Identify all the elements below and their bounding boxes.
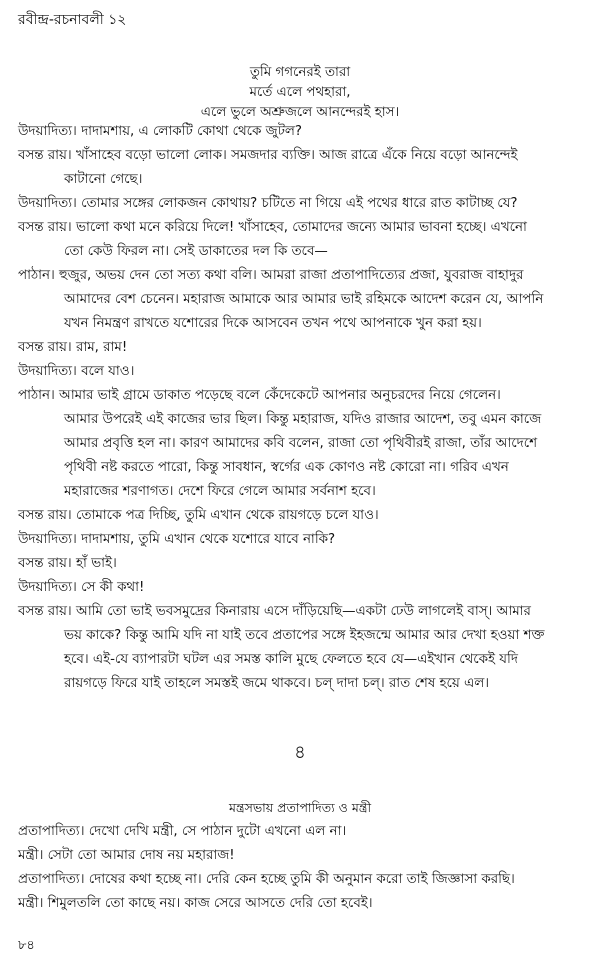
dialogue-line: উদয়াদিত্য। দাদামশায়, তুমি এখান থেকে যশোরে যাবে নাকি? [18, 532, 336, 547]
dialogue-line: রায়গড়ে ফিরে যাই তাহলে সমস্তই জমে থাকবে। চল্‌ দাদা চল্‌। রাত শেষ হয়ে এল। [64, 676, 489, 691]
dialogue-line: মন্ত্রী। সেটা তো আমার দোষ নয় মহারাজ! [18, 848, 235, 863]
dialogue-line: মহারাজের শরণাগত। দেশে ফিরে গেলে আমার সর্বনাশ হবে। [64, 484, 376, 499]
dialogue-line: পৃথিবী নষ্ট করতে পারো, কিন্তু সাবধান, স্বর্গের এক কোণও নষ্ট কোরো না। গরিব এখন [64, 460, 509, 475]
running-head: রবীন্দ্র-রচনাবলী ১২ [18, 12, 127, 28]
dialogue-line: বসন্ত রায়। আমি তো ভাই ভবসমুদ্রের কিনারায় এসে দাঁড়িয়েছি—একটা ঢেউ লাগলেই বাস্‌। আমার [18, 604, 531, 619]
dialogue-line: প্রতাপাদিত্য। দেখো দেখি মন্ত্রী, সে পাঠান দুটো এখনো এল না। [18, 824, 347, 839]
verse-line: তুমি গগনেরই তারা [249, 65, 351, 80]
verse-line: মর্তে এলে পথহারা, [249, 85, 351, 100]
dialogue-line: উদয়াদিত্য। বলে যাও। [18, 364, 135, 379]
dialogue-line: হবে। এই-যে ব্যাপারটা ঘটল এর সমস্ত কালি মুছে ফেলতে হবে যে—এইখান থেকেই যদি [64, 652, 518, 667]
scene-heading: মন্ত্রসভায় প্রতাপাদিত্য ও মন্ত্রী [228, 800, 372, 815]
dialogue-line: উদয়াদিত্য। তোমার সঙ্গের লোকজন কোথায়? চটিতে না গিয়ে এই পথের ধারে রাত কাটাচ্ছ যে? [18, 196, 518, 211]
dialogue-line: তো কেউ ফিরল না। সেই ডাকাতের দল কি তবে— [64, 244, 328, 259]
verse-line: এলে ভুলে অশ্রুজলে আনন্দেরই হাস। [200, 105, 400, 120]
dialogue-line: পাঠান। হুজুর, অভয় দেন তো সত্য কথা বলি। আমরা রাজা প্রতাপাদিত্যের প্রজা, যুবরাজ বাহাদুর [18, 268, 524, 283]
dialogue-line: বসন্ত রায়। রাম, রাম! [18, 340, 128, 355]
dialogue-line: বসন্ত রায়। তোমাকে পত্র দিচ্ছি, তুমি এখান থেকে রায়গড়ে চলে যাও। [18, 508, 379, 523]
dialogue-line: মন্ত্রী। শিমুলতলি তো কাছে নয়। কাজ সেরে আসতে দেরি তো হবেই। [18, 896, 373, 911]
section-number: ৪ [294, 742, 306, 763]
page-number: ৮৪ [18, 938, 35, 953]
dialogue-line: প্রতাপাদিত্য। দোষের কথা হচ্ছে না। দেরি কেন হচ্ছে তুমি কী অনুমান করো তাই জিজ্ঞাসা করছি। [18, 872, 515, 887]
dialogue-line: আমাদের বেশ চেনেন। মহারাজ আমাকে আর আমার ভাই রহিমকে আদেশ করেন যে, আপনি [64, 292, 544, 307]
dialogue-line: কাটানো গেছে। [64, 172, 143, 187]
dialogue-line: উদয়াদিত্য। দাদামশায়, এ লোকটি কোথা থেকে জুটল? [18, 124, 303, 139]
dialogue-line: বসন্ত রায়। ভালো কথা মনে করিয়ে দিলে! খাঁসাহেব, তোমাদের জন্যে আমার ভাবনা হচ্ছে। এখনো [18, 220, 527, 235]
dialogue-line: উদয়াদিত্য। সে কী কথা! [18, 580, 145, 595]
dialogue-line: আমার প্রবৃত্তি হল না। কারণ আমাদের কবি বলেন, রাজা তো পৃথিবীরই রাজা, তাঁর আদেশে [64, 436, 538, 451]
dialogue-line: বসন্ত রায়। হাঁ ভাই। [18, 556, 117, 571]
dialogue-line: আমার উপরেই এই কাজের ভার ছিল। কিন্তু মহারাজ, যদিও রাজার আদেশ, তবু এমন কাজে [64, 412, 542, 427]
dialogue-line: ভয় কাকে? কিন্তু আমি যদি না যাই তবে প্রতাপের সঙ্গে ইহজন্মে আমার আর দেখা হওয়া শক্ত [64, 628, 545, 643]
dialogue-line: পাঠান। আমার ভাই গ্রামে ডাকাত পড়েছে বলে কেঁদেকেটে আপনার অনুচরদের নিয়ে গেলেন। [18, 388, 501, 403]
dialogue-line: বসন্ত রায়। খাঁসাহেব বড়ো ভালো লোক। সমজদার ব্যক্তি। আজ রাত্রে এঁকে নিয়ে বড়ো আনন্দেই [18, 148, 518, 163]
dialogue-line: যখন নিমন্ত্রণ রাখতে যশোরের দিকে আসবেন তখন পথে আপনাকে খুন করা হয়। [64, 316, 482, 331]
